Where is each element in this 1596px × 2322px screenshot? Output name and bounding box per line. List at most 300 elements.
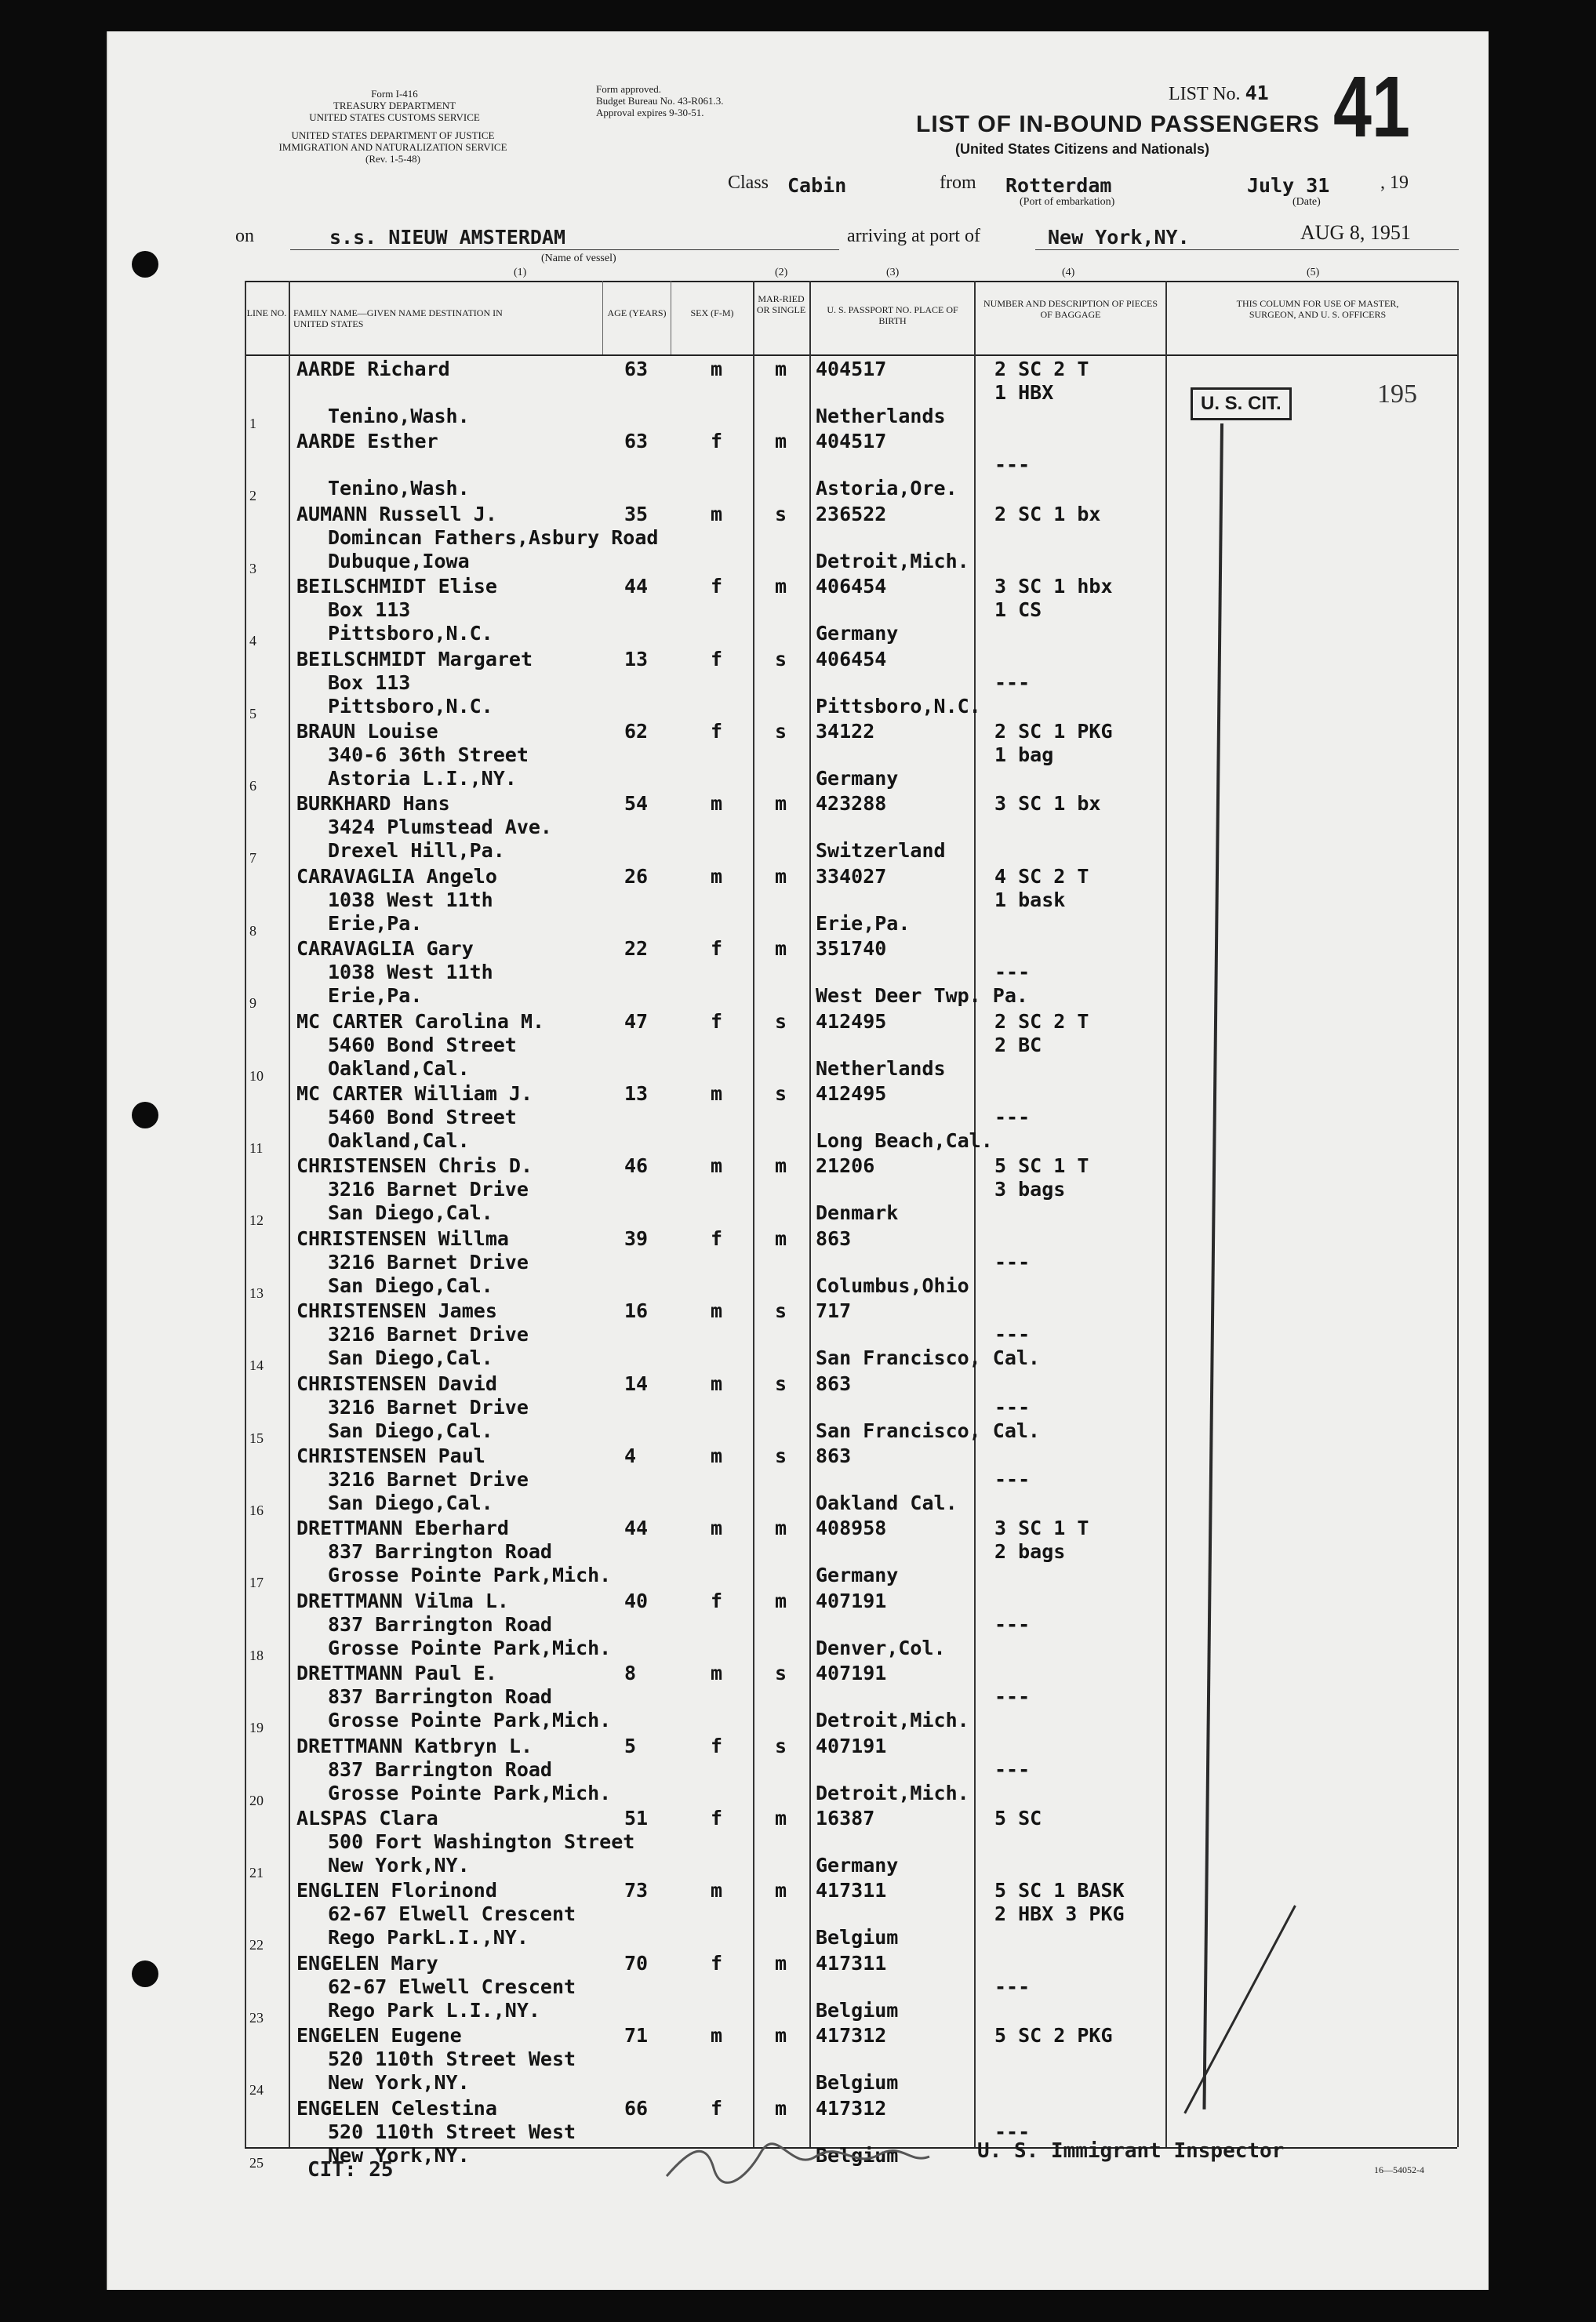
passenger-address-line1: 340-6 36th Street	[328, 743, 529, 766]
passenger-passport-no: 417312	[816, 2024, 887, 2048]
arrival-underline	[1035, 249, 1459, 250]
table-header-rule	[245, 354, 1457, 356]
baggage-line2: ---	[994, 1612, 1031, 1636]
passenger-name: BEILSCHMIDT Margaret	[296, 647, 533, 670]
passenger-sex: f	[711, 720, 723, 743]
passenger-name: AARDE Esther	[296, 430, 438, 453]
line-number: 10	[249, 1067, 264, 1084]
passenger-age: 26	[624, 864, 649, 888]
passenger-age: 46	[624, 1154, 649, 1178]
baggage-line1: 4 SC 2 T	[994, 864, 1089, 888]
passenger-place-of-birth: Long Beach,Cal.	[816, 1129, 993, 1152]
passenger-address-line1: 62-67 Elwell Crescent	[328, 1902, 576, 1926]
passenger-sex: m	[711, 1082, 723, 1105]
citizen-count: CIT: 25	[307, 2158, 394, 2182]
baggage-line1: 5 SC 1 BASK	[994, 1879, 1125, 1902]
line-number: 5	[249, 705, 256, 721]
passenger-place-of-birth: San Francisco, Cal.	[816, 1419, 1040, 1442]
passenger-place-of-birth: Pittsboro,N.C.	[816, 694, 981, 718]
passenger-marital-status: s	[775, 1082, 787, 1105]
passenger-marital-status: m	[775, 1517, 787, 1540]
passenger-age: 44	[624, 1517, 649, 1540]
line-number: 3	[249, 560, 256, 576]
inspector-signature-line: U. S. Immigrant Inspector	[977, 2139, 1285, 2163]
passenger-sex: f	[711, 1951, 723, 1975]
line-number: 8	[249, 922, 256, 939]
passenger-sex: f	[711, 430, 723, 453]
passenger-address-line2: Grosse Pointe Park,Mich.	[328, 1781, 612, 1804]
passenger-address-line1: 62-67 Elwell Crescent	[328, 1975, 576, 1998]
passenger-marital-status: m	[775, 1879, 787, 1902]
form-justice: UNITED STATES DEPARTMENT OF JUSTICE	[291, 129, 495, 141]
passenger-address-line2: Grosse Pointe Park,Mich.	[328, 1564, 612, 1587]
passenger-sex: m	[711, 1372, 723, 1395]
passenger-address-line1: 1038 West 11th	[328, 961, 493, 984]
passenger-age: 54	[624, 792, 649, 816]
baggage-line2: 2 HBX 3 PKG	[994, 1902, 1125, 1926]
baggage-line2: ---	[994, 961, 1031, 984]
passenger-sex: m	[711, 502, 723, 525]
passenger-address-line1: Domincan Fathers,Asbury Road	[328, 525, 659, 549]
passenger-age: 44	[624, 575, 649, 598]
passenger-marital-status: m	[775, 1154, 787, 1178]
col-number-4: (4)	[1062, 267, 1075, 278]
baggage-line2: 1 bask	[994, 888, 1066, 911]
line-number: 11	[249, 1140, 264, 1156]
passenger-place-of-birth: Belgium	[816, 2143, 899, 2167]
passenger-passport-no: 408958	[816, 1517, 887, 1540]
passenger-name: MC CARTER Carolina M.	[296, 1009, 545, 1033]
line-number: 15	[249, 1430, 264, 1446]
arrival-date-stamp: AUG 8, 1951	[1300, 221, 1411, 244]
list-number	[1169, 82, 1269, 105]
passenger-marital-status: m	[775, 1589, 787, 1612]
baggage-line2: 2 BC	[994, 1033, 1042, 1056]
passenger-address-line1: 837 Barrington Road	[328, 1685, 552, 1709]
passenger-row	[240, 1227, 1165, 1299]
passenger-row	[240, 430, 1165, 502]
line-number: 22	[249, 1937, 264, 1953]
passenger-address-line2: Erie,Pa.	[328, 911, 423, 935]
passenger-sex: f	[711, 2096, 723, 2120]
line-number: 7	[249, 850, 256, 867]
page-subtitle: (United States Citizens and Nationals)	[955, 141, 1210, 157]
passenger-place-of-birth: Netherlands	[816, 1056, 946, 1080]
passenger-place-of-birth: Germany	[816, 1854, 899, 1877]
passenger-name: BRAUN Louise	[296, 720, 438, 743]
passenger-address-line1: 1038 West 11th	[328, 888, 493, 911]
passenger-address-line2: Grosse Pointe Park,Mich.	[328, 1709, 612, 1732]
page-title: LIST OF IN-BOUND PASSENGERS	[916, 111, 1320, 137]
passenger-address-line2: Rego Park L.I.,NY.	[328, 1998, 540, 2022]
passenger-place-of-birth: San Francisco, Cal.	[816, 1346, 1040, 1370]
form-approval	[596, 83, 723, 118]
passenger-row	[240, 1879, 1165, 1951]
port-caption: (Port of embarkation)	[1020, 196, 1115, 208]
class-value: Cabin	[787, 174, 847, 197]
passenger-address-line2: San Diego,Cal.	[328, 1419, 493, 1442]
form-header-treasury	[249, 88, 540, 123]
binder-hole	[132, 1960, 158, 1987]
passenger-place-of-birth: Germany	[816, 1564, 899, 1587]
passenger-age: 5	[624, 1734, 637, 1757]
baggage-line2: ---	[994, 1323, 1031, 1346]
table-right-border	[1457, 281, 1459, 2147]
form-expires: Approval expires 9-30-51.	[596, 107, 704, 118]
passenger-sex: f	[711, 1009, 723, 1033]
passenger-address-line1: 3216 Barnet Drive	[328, 1395, 529, 1419]
passenger-sex: m	[711, 358, 723, 380]
col-divider-age	[602, 281, 603, 354]
passenger-row	[240, 1154, 1165, 1226]
baggage-line1: 2 SC 1 bx	[994, 502, 1101, 525]
col-number-3: (3)	[886, 267, 900, 278]
passenger-address-line2: San Diego,Cal.	[328, 1201, 493, 1225]
binder-hole	[132, 251, 158, 278]
form-ins: IMMIGRATION AND NATURALIZATION SERVICE	[278, 141, 507, 153]
passenger-place-of-birth: Belgium	[816, 2071, 899, 2095]
passenger-passport-no: 16387	[816, 1807, 875, 1830]
passenger-address-line2: New York,NY.	[328, 2071, 470, 2095]
passenger-passport-no: 412495	[816, 1082, 887, 1105]
passenger-marital-status: m	[775, 575, 787, 598]
line-number: 19	[249, 1720, 264, 1736]
passenger-address-line2: Grosse Pointe Park,Mich.	[328, 1636, 612, 1659]
passenger-passport-no: 407191	[816, 1589, 887, 1612]
form-department: TREASURY DEPARTMENT	[333, 100, 456, 111]
passenger-sex: f	[711, 937, 723, 961]
passenger-address-line1: 3216 Barnet Drive	[328, 1323, 529, 1346]
baggage-line2: 2 bags	[994, 1540, 1066, 1564]
passenger-passport-no: 351740	[816, 937, 887, 961]
passenger-marital-status: m	[775, 358, 787, 380]
passenger-marital-status: m	[775, 1226, 787, 1250]
passenger-passport-no: 334027	[816, 864, 887, 888]
baggage-line2: ---	[994, 1757, 1031, 1781]
passenger-row	[240, 937, 1165, 1009]
line-number: 2	[249, 488, 256, 504]
header-sex: SEX (F-M)	[690, 307, 734, 318]
passenger-name: DRETTMANN Eberhard	[296, 1517, 509, 1540]
baggage-line2: ---	[994, 670, 1031, 694]
baggage-line2: ---	[994, 1250, 1031, 1274]
baggage-line2: ---	[994, 1685, 1031, 1709]
passenger-name: DRETTMANN Vilma L.	[296, 1589, 509, 1612]
passenger-address-line2: Oakland,Cal.	[328, 1129, 470, 1152]
passenger-address-line1: 3216 Barnet Drive	[328, 1178, 529, 1201]
inspector-signature	[659, 2133, 941, 2188]
passenger-address-line2: Dubuque,Iowa	[328, 549, 470, 572]
baggage-line2: 1 HBX	[994, 381, 1054, 404]
passenger-marital-status: s	[775, 1299, 787, 1323]
passenger-name: CHRISTENSEN Willma	[296, 1226, 509, 1250]
passenger-name: CHRISTENSEN Chris D.	[296, 1154, 533, 1178]
passenger-row	[240, 2024, 1165, 2096]
line-number: 23	[249, 2009, 264, 2026]
passenger-address-line1: 837 Barrington Road	[328, 1757, 552, 1781]
passenger-place-of-birth: Columbus,Ohio	[816, 1274, 969, 1297]
port-of-embarkation: Rotterdam	[1005, 174, 1112, 197]
vessel-caption: (Name of vessel)	[541, 253, 616, 264]
line-number: 6	[249, 778, 256, 794]
passenger-age: 66	[624, 2096, 649, 2120]
col-number-2: (2)	[775, 267, 788, 278]
passenger-place-of-birth: Denver,Col.	[816, 1636, 946, 1659]
passenger-name: ENGLIEN Florinond	[296, 1879, 497, 1902]
passenger-name: CHRISTENSEN Paul	[296, 1444, 485, 1467]
passenger-name: AUMANN Russell J.	[296, 502, 497, 525]
passenger-name: DRETTMANN Paul E.	[296, 1662, 497, 1685]
passenger-row	[240, 1735, 1165, 1807]
passenger-name: CHRISTENSEN David	[296, 1372, 497, 1395]
passenger-age: 13	[624, 1082, 649, 1105]
passenger-marital-status: s	[775, 720, 787, 743]
passenger-age: 40	[624, 1589, 649, 1612]
baggage-line1: 5 SC 1 T	[994, 1154, 1089, 1178]
line-number: 16	[249, 1503, 264, 1518]
passenger-passport-no: 863	[816, 1226, 852, 1250]
form-rev: (Rev. 1-5-48)	[365, 153, 420, 165]
passenger-marital-status: m	[775, 2024, 787, 2048]
baggage-line2: ---	[994, 1975, 1031, 1998]
passenger-address-line2: Pittsboro,N.C.	[328, 622, 493, 645]
passenger-address-line2: San Diego,Cal.	[328, 1274, 493, 1297]
passenger-marital-status: m	[775, 937, 787, 961]
binder-hole	[132, 1102, 158, 1128]
line-number: 18	[249, 1647, 264, 1663]
passenger-place-of-birth: Detroit,Mich.	[816, 549, 969, 572]
passenger-passport-no: 34122	[816, 720, 875, 743]
passenger-sex: m	[711, 1662, 723, 1685]
passenger-sex: f	[711, 575, 723, 598]
passenger-sex: m	[711, 1154, 723, 1178]
baggage-line2: ---	[994, 453, 1031, 477]
passenger-sex: m	[711, 1879, 723, 1902]
passenger-name: ENGELEN Celestina	[296, 2096, 497, 2120]
passenger-place-of-birth: Detroit,Mich.	[816, 1781, 969, 1804]
passenger-address-line1: Box 113	[328, 670, 411, 694]
passenger-marital-status: m	[775, 1807, 787, 1830]
table-top-rule	[245, 281, 1457, 282]
passenger-sex: f	[711, 1734, 723, 1757]
passenger-address-line1: 5460 Bond Street	[328, 1033, 517, 1056]
passenger-address-line1: 3216 Barnet Drive	[328, 1250, 529, 1274]
passenger-address-line1: 837 Barrington Road	[328, 1612, 552, 1636]
passenger-age: 16	[624, 1299, 649, 1323]
passenger-sex: m	[711, 1299, 723, 1323]
line-number: 21	[249, 1865, 264, 1880]
line-number: 4	[249, 633, 256, 649]
passenger-marital-status: s	[775, 502, 787, 525]
baggage-line2: 3 bags	[994, 1178, 1066, 1201]
passenger-place-of-birth: Switzerland	[816, 839, 946, 863]
passenger-age: 47	[624, 1009, 649, 1033]
baggage-line1: 3 SC 1 bx	[994, 792, 1101, 816]
passenger-name: DRETTMANN Katbryn L.	[296, 1734, 533, 1757]
passenger-address-line2: Tenino,Wash.	[328, 405, 470, 427]
passenger-row	[240, 1590, 1165, 1662]
passenger-passport-no: 717	[816, 1299, 852, 1323]
class-label: Class	[728, 173, 769, 193]
passenger-address-line1: 3216 Barnet Drive	[328, 1468, 529, 1491]
passenger-name: ENGELEN Mary	[296, 1951, 438, 1975]
col-number-5: (5)	[1307, 267, 1320, 278]
passenger-address-line1: 500 Fort Washington Street	[328, 1830, 635, 1853]
print-code: 16—54052-4	[1374, 2164, 1424, 2175]
passenger-passport-no: 404517	[816, 358, 887, 380]
col-divider-officers	[1165, 281, 1167, 2147]
passenger-sex: f	[711, 647, 723, 670]
passenger-age: 39	[624, 1226, 649, 1250]
passenger-marital-status: m	[775, 792, 787, 816]
passenger-passport-no: 407191	[816, 1734, 887, 1757]
passenger-address-line1: 837 Barrington Road	[328, 1540, 552, 1564]
passenger-marital-status: m	[775, 2096, 787, 2120]
line-number: 25	[249, 2154, 264, 2171]
passenger-name: CHRISTENSEN James	[296, 1299, 497, 1323]
passenger-row	[240, 720, 1165, 792]
passenger-age: 62	[624, 720, 649, 743]
baggage-line1: 3 SC 1 hbx	[994, 575, 1113, 598]
passenger-row	[240, 1807, 1165, 1879]
passenger-age: 71	[624, 2024, 649, 2048]
passenger-sex: m	[711, 1444, 723, 1467]
passenger-marital-status: s	[775, 1372, 787, 1395]
passenger-address-line2: Erie,Pa.	[328, 984, 423, 1008]
passenger-marital-status: s	[775, 1734, 787, 1757]
form-service: UNITED STATES CUSTOMS SERVICE	[309, 111, 480, 123]
passenger-address-line1: Box 113	[328, 598, 411, 622]
baggage-line2: 1 CS	[994, 598, 1042, 622]
col-number-1: (1)	[514, 267, 527, 278]
passenger-passport-no: 423288	[816, 792, 887, 816]
passenger-age: 70	[624, 1951, 649, 1975]
passenger-place-of-birth: Erie,Pa.	[816, 911, 911, 935]
baggage-line1: 5 SC 2 PKG	[994, 2024, 1113, 2048]
list-number-label: LIST No.	[1169, 84, 1241, 104]
passenger-marital-status: m	[775, 1951, 787, 1975]
header-line-no: LINE NO.	[246, 307, 287, 318]
on-label: on	[235, 226, 254, 246]
passenger-place-of-birth: Netherlands	[816, 405, 946, 427]
vessel-underline	[290, 249, 839, 250]
list-number-value: 41	[1245, 82, 1269, 104]
passenger-row	[240, 358, 1165, 430]
passenger-address-line2: Pittsboro,N.C.	[328, 694, 493, 718]
big-list-number: 41	[1333, 59, 1410, 155]
header-passport: U. S. PASSPORT NO. PLACE OF BIRTH	[827, 304, 958, 326]
passenger-address-line2: Astoria L.I.,NY.	[328, 767, 517, 790]
passenger-address-line2: Tenino,Wash.	[328, 477, 470, 500]
passenger-passport-no: 236522	[816, 502, 887, 525]
baggage-line1: 2 SC 2 T	[994, 1009, 1089, 1033]
passenger-name: MC CARTER William J.	[296, 1082, 533, 1105]
baggage-line2: 1 bag	[994, 743, 1054, 766]
passenger-age: 8	[624, 1662, 637, 1685]
passenger-sex: f	[711, 1807, 723, 1830]
passenger-address-line2: Rego ParkL.I.,NY.	[328, 1926, 529, 1950]
arrival-port: New York,NY.	[1048, 226, 1190, 249]
passenger-passport-no: 863	[816, 1444, 852, 1467]
passenger-marital-status: s	[775, 1009, 787, 1033]
passenger-place-of-birth: Oakland Cal.	[816, 1492, 958, 1514]
header-married: MAR-RIED OR SINGLE	[756, 293, 806, 315]
passenger-passport-no: 406454	[816, 647, 887, 670]
passenger-age: 4	[624, 1444, 637, 1467]
embarkation-date: July 31	[1247, 174, 1330, 197]
passenger-marital-status: s	[775, 647, 787, 670]
passenger-name: ENGELEN Eugene	[296, 2024, 462, 2048]
passenger-name: AARDE Richard	[296, 358, 450, 380]
passenger-passport-no: 404517	[816, 430, 887, 453]
baggage-line1: 5 SC	[994, 1807, 1042, 1830]
header-name: FAMILY NAME—GIVEN NAME DESTINATION IN UNITED STATES	[293, 307, 503, 329]
form-number: Form I-416	[371, 88, 418, 100]
embarkation-year-prefix: , 19	[1380, 173, 1409, 193]
passenger-name: CARAVAGLIA Gary	[296, 937, 474, 961]
passenger-sex: f	[711, 1589, 723, 1612]
passenger-place-of-birth: Astoria,Ore.	[816, 477, 958, 500]
line-number: 1	[249, 416, 256, 431]
passenger-place-of-birth: Belgium	[816, 1998, 899, 2022]
passenger-row	[240, 1082, 1165, 1154]
passenger-name: BEILSCHMIDT Elise	[296, 575, 497, 598]
passenger-row	[240, 792, 1165, 864]
passenger-sex: m	[711, 864, 723, 888]
baggage-line2: ---	[994, 1106, 1031, 1128]
passenger-row	[240, 1444, 1165, 1517]
passenger-passport-no: 417311	[816, 1879, 887, 1902]
passenger-address-line1: 520 110th Street West	[328, 2120, 576, 2143]
passenger-address-line1: 520 110th Street West	[328, 2048, 576, 2071]
us-citizen-stamp: U. S. CIT.	[1191, 387, 1292, 420]
baggage-line1: 2 SC 2 T	[994, 358, 1089, 380]
passenger-age: 63	[624, 430, 649, 453]
baggage-line1: 2 SC 1 PKG	[994, 720, 1113, 743]
passenger-marital-status: m	[775, 864, 787, 888]
baggage-line2: ---	[994, 1468, 1031, 1491]
passenger-sex: m	[711, 1517, 723, 1540]
passenger-passport-no: 407191	[816, 1662, 887, 1685]
from-label: from	[940, 173, 976, 193]
passenger-marital-status: s	[775, 1662, 787, 1685]
line-number: 20	[249, 1792, 264, 1808]
line-number: 12	[249, 1212, 264, 1229]
passenger-place-of-birth: West Deer Twp. Pa.	[816, 984, 1028, 1008]
passenger-row	[240, 1010, 1165, 1082]
line-number: 24	[249, 2082, 264, 2099]
form-bureau: Budget Bureau No. 43-R061.3.	[596, 95, 724, 107]
passenger-age: 51	[624, 1807, 649, 1830]
passenger-place-of-birth: Germany	[816, 767, 899, 790]
passenger-row	[240, 575, 1165, 647]
line-number: 9	[249, 995, 256, 1012]
passenger-address-line1: 5460 Bond Street	[328, 1106, 517, 1128]
passenger-row	[240, 503, 1165, 575]
passenger-name: BURKHARD Hans	[296, 792, 450, 816]
passenger-place-of-birth: Detroit,Mich.	[816, 1709, 969, 1732]
passenger-passport-no: 863	[816, 1372, 852, 1395]
passenger-name: CARAVAGLIA Angelo	[296, 864, 497, 888]
form-approved: Form approved.	[596, 83, 662, 95]
passenger-row	[240, 648, 1165, 720]
form-header-justice	[232, 129, 554, 165]
passenger-row	[240, 1662, 1165, 1734]
passenger-age: 14	[624, 1372, 649, 1395]
passenger-age: 35	[624, 502, 649, 525]
passenger-marital-status: s	[775, 1444, 787, 1467]
baggage-line2: ---	[994, 2120, 1031, 2143]
